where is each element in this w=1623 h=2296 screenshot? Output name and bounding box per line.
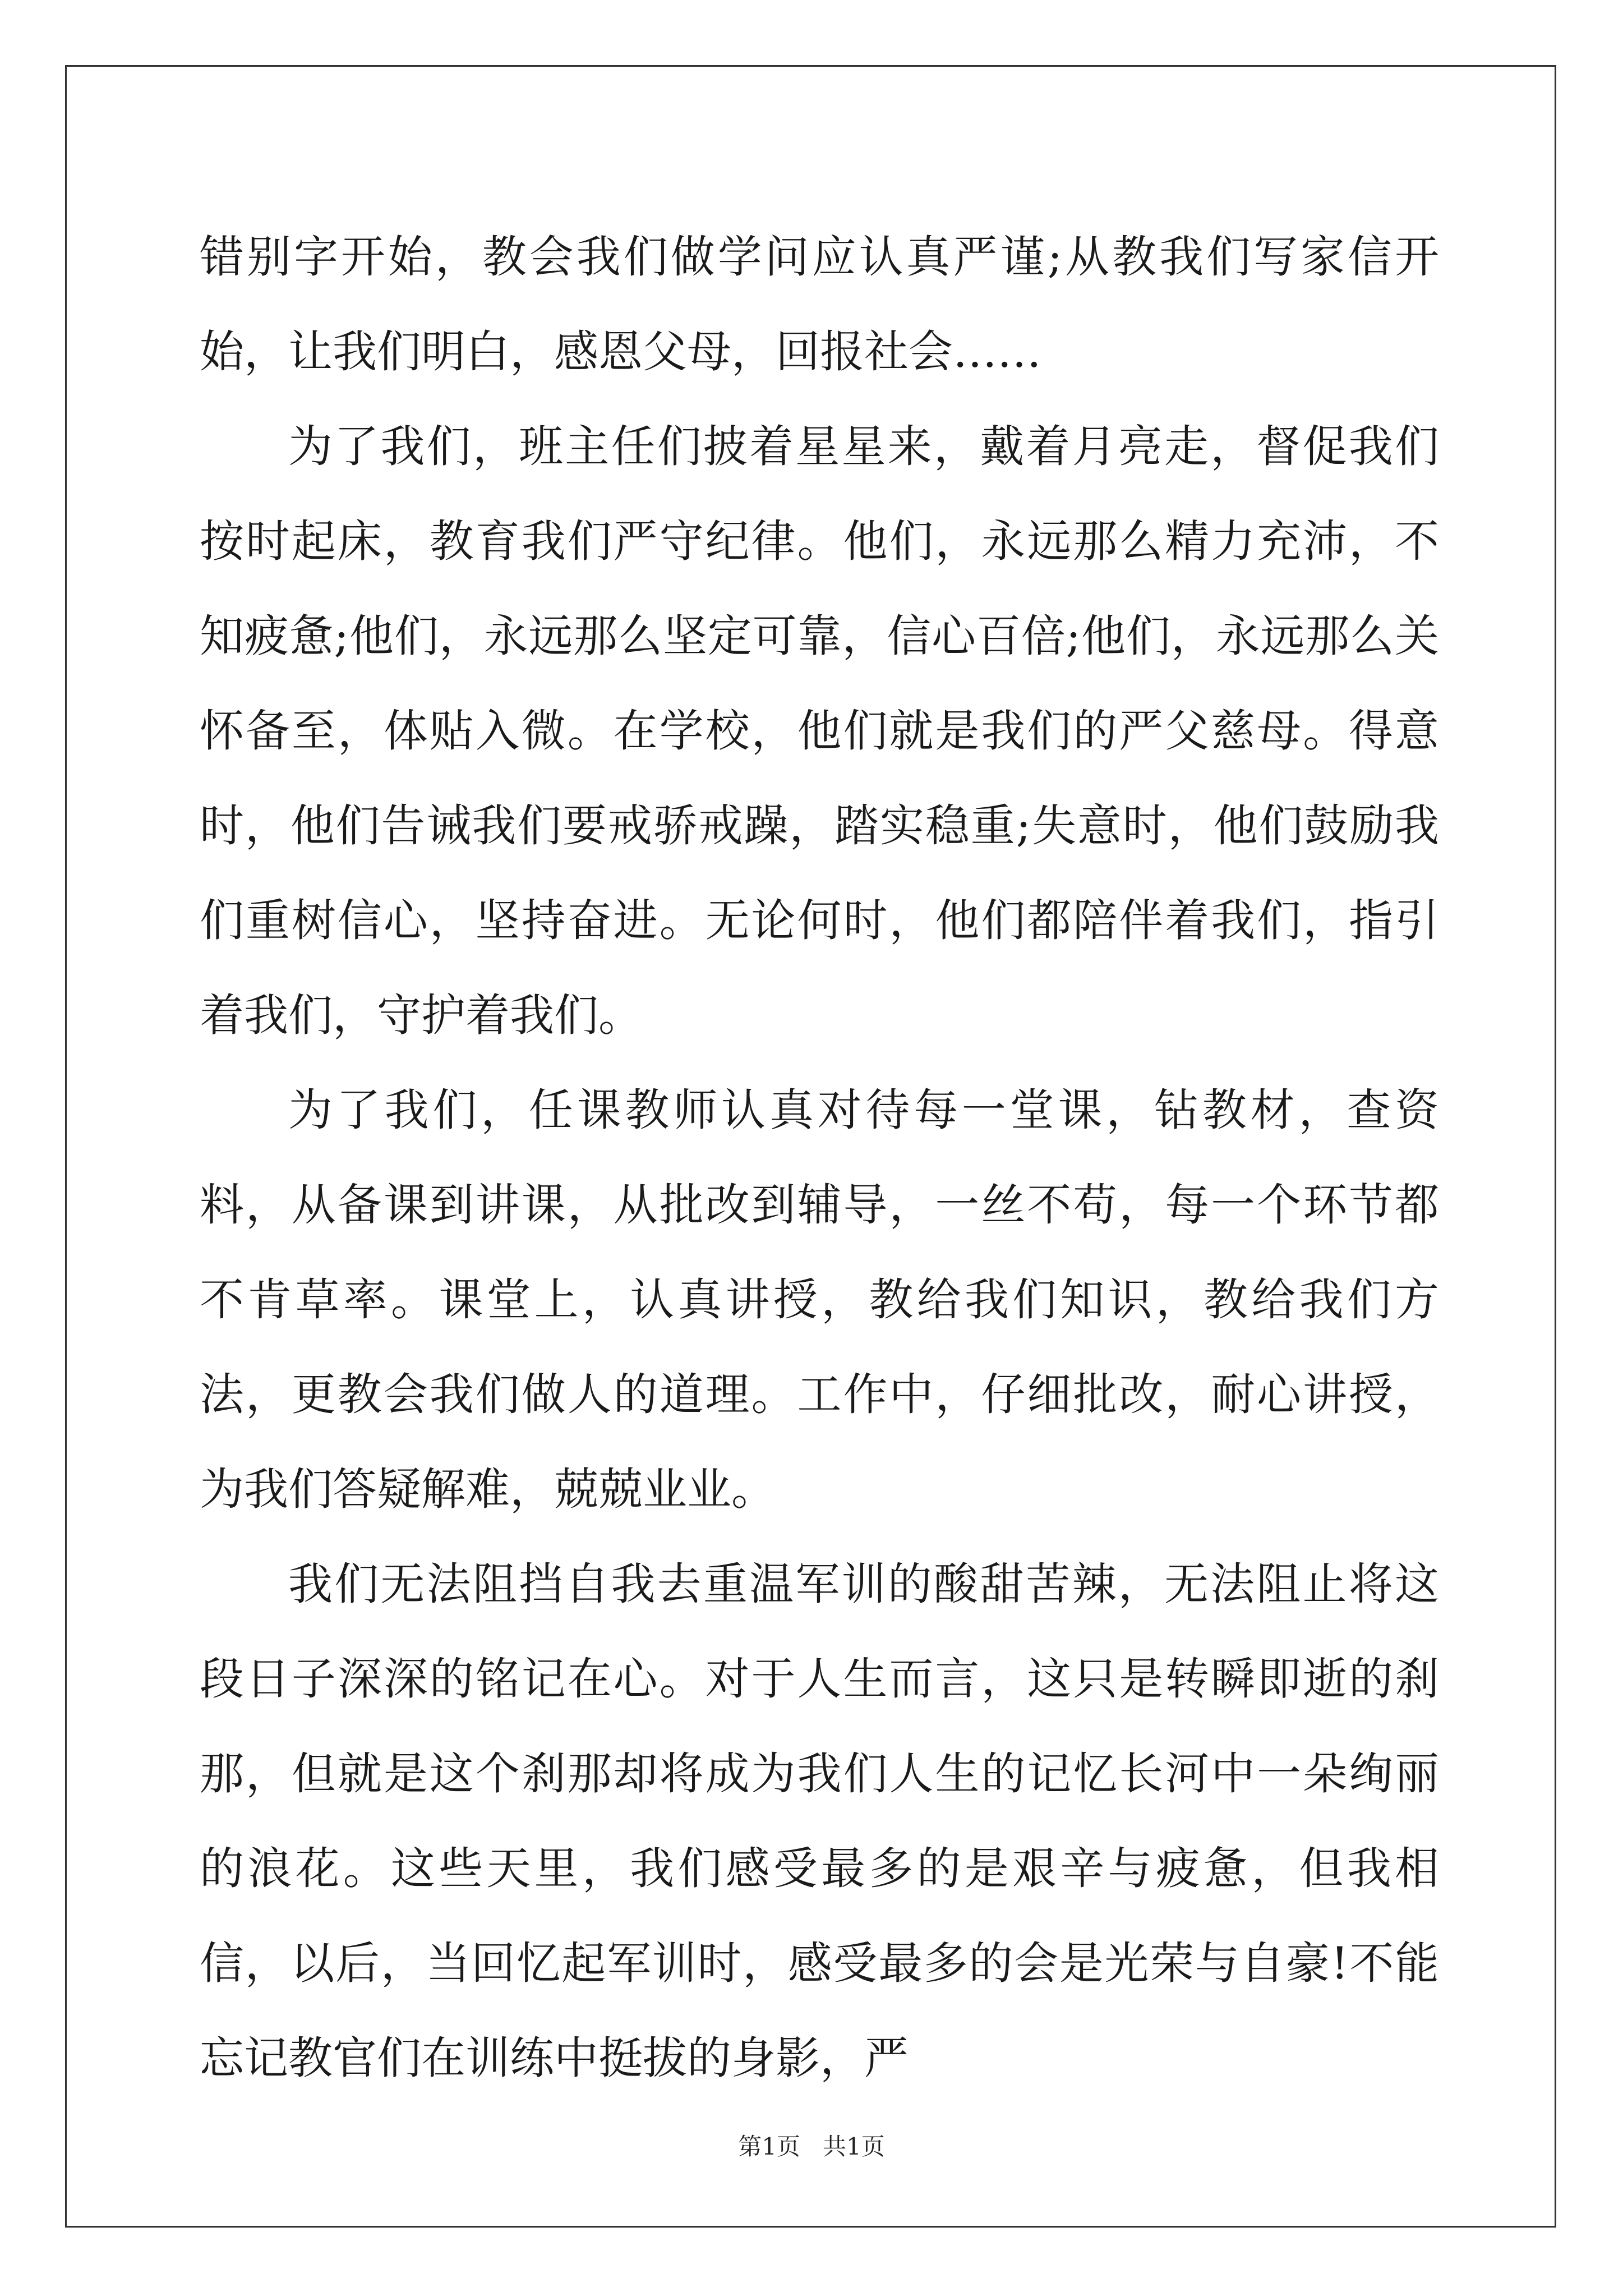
paragraph: 错别字开始，教会我们做学问应认真严谨;从教我们写家信开始，让我们明白，感恩父母，回报社会……	[200, 231, 1439, 378]
page-footer	[0, 2130, 1623, 2164]
paragraph: 我们无法阻挡自我去重温军训的酸甜苦辣，无法阻止将这段日子深深的铭记在心。对于人生而言，这只是转瞬即逝的刹那，但就是这个刹那却将成为我们人生的记忆长河中一朵绚丽的浪花。这些天里，我们感受最多的是艰辛与疲惫，但我相信，以后，当回忆起军训时，感受最多的会是光荣与自豪!不能忘记教官们在训练中挺拔的身影，严	[200, 1558, 1439, 2084]
document-body	[200, 210, 1439, 2106]
paragraph: 为了我们，班主任们披着星星来，戴着月亮走，督促我们按时起床，教育我们严守纪律。他们，永远那么精力充沛，不知疲惫;他们，永远那么坚定可靠，信心百倍;他们，永远那么关怀备至，体贴入微。在学校，他们就是我们的严父慈母。得意时，他们告诫我们要戒骄戒躁，踏实稳重;失意时，他们鼓励我们重树信心，坚持奋进。无论何时，他们都陪伴着我们，指引着我们，守护着我们。	[200, 421, 1439, 1041]
paragraph: 为了我们，任课教师认真对待每一堂课，钻教材，查资料，从备课到讲课，从批改到辅导，一丝不苟，每一个环节都不肯草率。课堂上，认真讲授，教给我们知识，教给我们方法，更教会我们做人的道理。工作中，仔细批改，耐心讲授，为我们答疑解难，兢兢业业。	[200, 1084, 1439, 1515]
page-number-total: 共1页	[823, 2133, 885, 2160]
page-number-current: 第1页	[738, 2133, 800, 2160]
